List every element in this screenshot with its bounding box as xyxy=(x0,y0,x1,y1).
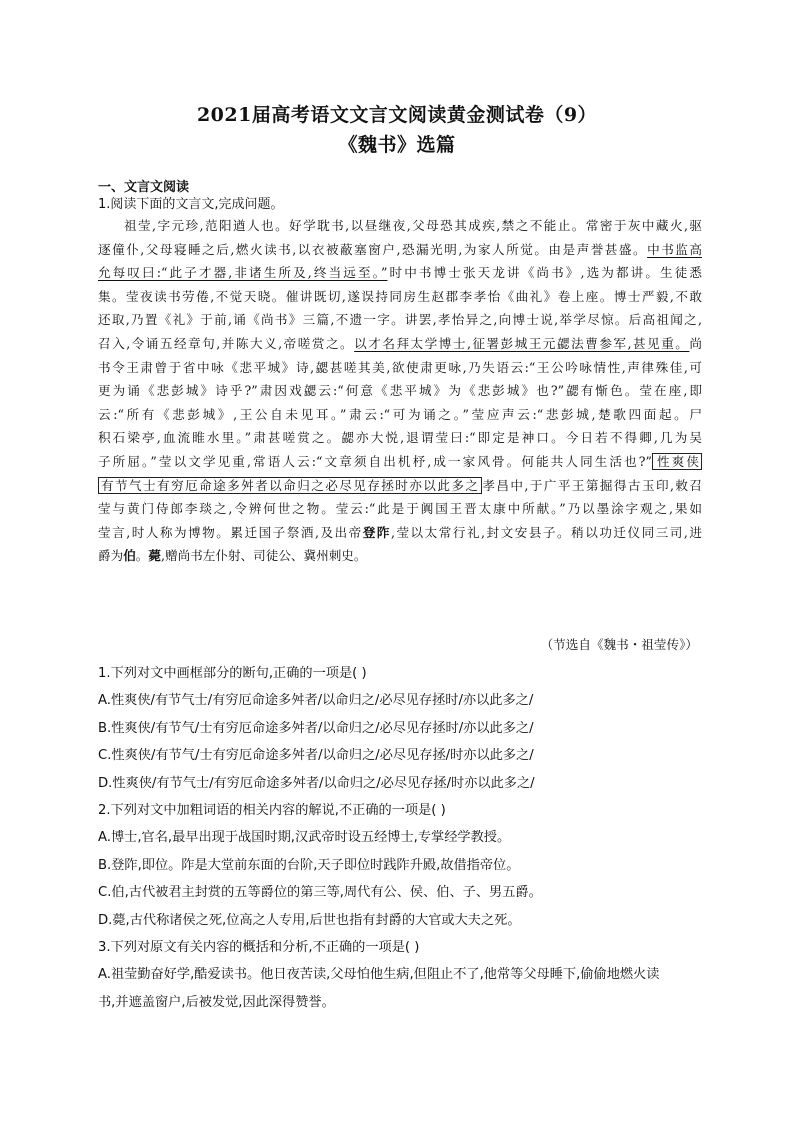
question-line: 3.下列对原文有关内容的概括和分析,不正确的一项是( ) xyxy=(98,939,420,955)
option-line: A.祖莹勤奋好学,酷爱读书。他日夜苦读,父母怕他生病,但阻止不了,他常等父母睡下,偷偷地燃火读 xyxy=(98,967,660,983)
passage-line: 集。莹夜读书劳倦,不觉天晓。催讲既切,遂误持同房生赵郡李孝怡《曲礼》卷上座。博士严毅,不敢 xyxy=(98,288,702,304)
passage-text: 莹言,时人称为博物。累迁国子祭酒,及出帝 xyxy=(98,524,363,540)
option-line: C.性爽侠/有节气/士有穷厄命途多舛者/以命归之/必尽见存拯/时亦以此多之/ xyxy=(98,748,534,764)
bold-term: 薨 xyxy=(148,548,161,564)
passage-line xyxy=(98,544,702,568)
passage-line: 更为诵《悲彭城》诗乎?”肃因戏勰云:“何意《悲平城》为《悲彭城》也?”勰有惭色。莹在座,即 xyxy=(98,383,702,399)
passage-text: ,莹以太常行礼,封文安县子。稍以功迁仪同三司,进 xyxy=(390,524,702,540)
passage-line xyxy=(98,474,702,498)
passage-text: ,赠尚书左仆射、司徒公、冀州刺史。 xyxy=(160,548,367,564)
option-line: A.博士,官名,最早出现于战国时期,汉武帝时设五经博士,专掌经学教授。 xyxy=(98,830,511,846)
passage-text: 爵为 xyxy=(98,548,124,564)
passage-text: 逐僮仆,父母寝睡之后,燃火读书,以衣被蔽塞窗户,恐漏光明,为家人所觉。由是声誉甚盛。 xyxy=(98,241,648,257)
passage-text: 子所屈。”莹以文学见重,常语人云:“文章须自出机杼,成一家风骨。何能共人同生活也?” xyxy=(98,453,652,469)
option-line: C.伯,古代被君主封赏的五等爵位的第三等,周代有公、侯、伯、子、男五爵。 xyxy=(98,885,542,901)
option-line: A.性爽侠/有节气士/有穷厄命途多舛者/以命归之/必尽见存拯时/亦以此多之/ xyxy=(98,693,534,709)
passage-text: 时中书博士张天龙讲《尚书》,选为都讲。生徒悉 xyxy=(387,265,702,281)
boxed-phrase: 性爽侠 xyxy=(652,453,702,470)
boxed-phrase: 有节气士有穷厄命途多舛者以命归之必尽见存拯时亦以此多之 xyxy=(98,477,482,494)
page-title: 2021届高考语文文言文阅读黄金测试卷（9） xyxy=(196,104,598,126)
underlined-phrase: 中书监高 xyxy=(647,241,702,257)
question-line: 1.下列对文中画框部分的断句,正确的一项是( ) xyxy=(98,666,367,681)
section-heading: 一、文言文阅读 xyxy=(98,180,190,195)
option-line: B.性爽侠/有节气/士有穷厄命途多舛者/以命归之/必尽见存拯时/亦以此多之/ xyxy=(98,720,534,736)
bold-term: 伯 xyxy=(123,548,136,564)
option-line: 书,并遮盖窗户,后被发觉,因此深得赞誉。 xyxy=(98,994,335,1010)
page-subtitle: 《魏书》选篇 xyxy=(338,134,456,156)
bold-term: 登阼 xyxy=(362,524,391,540)
underlined-phrase: 允每叹曰:“此子才器,非诸生所及,终当远至。” xyxy=(98,265,388,281)
instruction-text: 1.阅读下面的文言文,完成问题。 xyxy=(98,197,284,212)
passage-line xyxy=(98,238,702,262)
passage-text: 尚 xyxy=(689,335,702,351)
passage-line xyxy=(98,450,702,474)
question-line: 2.下列对文中加粗词语的相关内容的解说,不正确的一项是( ) xyxy=(98,802,446,818)
passage-line xyxy=(98,521,702,545)
passage-text: 召入,令诵五经章句,并陈大义,帝嗟赏之。 xyxy=(98,335,355,351)
passage-line: 书令王肃曾于省中咏《悲平城》诗,勰甚嗟其美,欲使肃更咏,乃失语云:“王公吟咏情性,声律殊佳,可 xyxy=(98,359,702,375)
passage-line xyxy=(98,261,702,285)
passage-text: 。 xyxy=(135,548,149,564)
underlined-phrase: 以才名拜太学博士,征署彭城王元勰法曹参军,甚见重。 xyxy=(354,335,690,351)
passage-line xyxy=(98,332,702,356)
questions-block xyxy=(98,660,702,1016)
option-line: B.登阼,即位。阼是大堂前东面的台阶,天子即位时践阼升殿,故借指帝位。 xyxy=(98,857,520,873)
passage-line: 祖莹,字元珍,范阳遒人也。好学耽书,以昼继夜,父母恐其成疾,禁之不能止。常密于灰中藏火,驱 xyxy=(124,218,702,233)
classical-passage xyxy=(98,214,702,568)
source-citation: （节选自《魏书・祖莹传》） xyxy=(540,637,698,652)
passage-line: 还取,乃置《礼》于前,诵《尚书》三篇,不遗一字。讲罢,孝怡异之,向博士说,举学尽惊。后高祖闻之, xyxy=(98,312,702,328)
option-line: D.薨,古代称诸侯之死,位高之人专用,后世也指有封爵的大官或大夫之死。 xyxy=(98,912,521,928)
passage-line: 云:“所有《悲彭城》,王公自未见耳。”肃云:“可为诵之。”莹应声云:“悲彭城,楚歌四面起。尸 xyxy=(98,406,702,422)
option-line: D.性爽侠/有节气士/有穷厄命途多舛者/以命归之/必尽见存拯/时亦以此多之/ xyxy=(98,775,535,791)
passage-line: 积石梁亭,血流睢水里。”肃甚嗟赏之。勰亦大悦,退谓莹曰:“即定是神口。今日若不得卿,几为吴 xyxy=(98,430,702,446)
passage-text: 孝昌中,于广平王第掘得古玉印,敕召 xyxy=(482,477,703,493)
passage-line: 莹与黄门侍郎李琰之,令辨何世之物。莹云:“此是于阗国王晋太康中所献。”乃以墨涂字观之,果如 xyxy=(98,501,702,517)
